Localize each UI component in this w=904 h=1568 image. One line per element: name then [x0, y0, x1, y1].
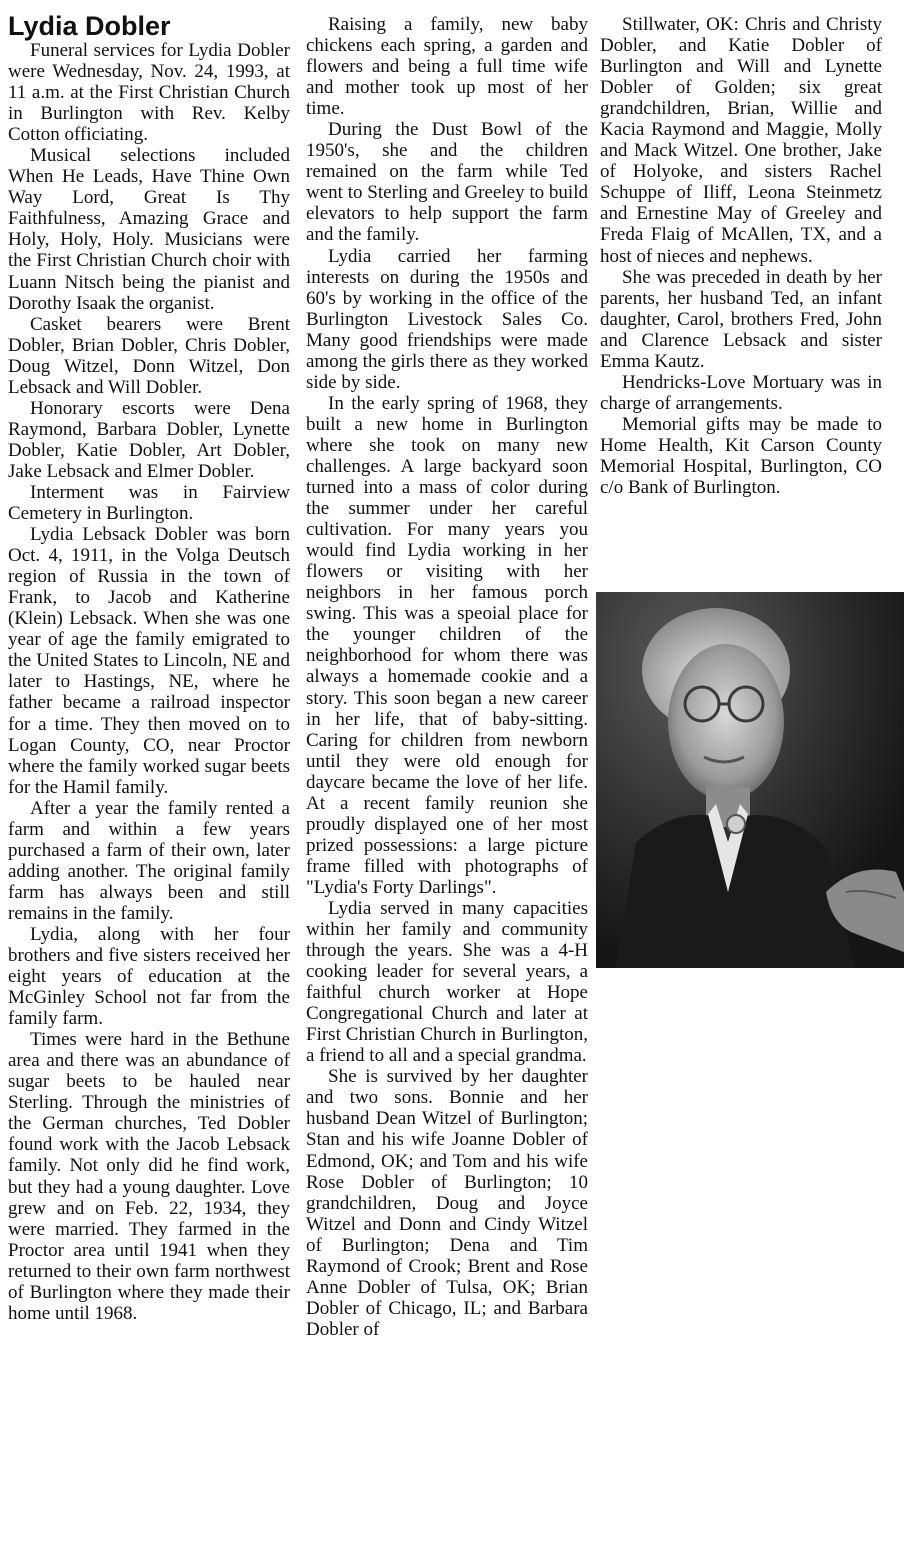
- article-paragraph: Interment was in Fairview Cemetery in Burlington.: [8, 481, 290, 525]
- article-column-1: [8, 40, 290, 1324]
- article-paragraph: Times were hard in the Bethune area and there was an abundance of sugar beets to be hauled near Sterling. Through the ministries of the German churches, Ted Dobler found work with the Jacob Lebsack family. Not only did he find work, but they had a young daughter. Love grew and on Feb. 22, 1934, they were married. They farmed in the Proctor area until 1941 when they returned to their own farm northwest of Burlington where they made their home until 1968.: [8, 1029, 290, 1324]
- article-paragraph: Musical selections included When He Leads, Have Thine Own Way Lord, Great Is Thy Faithfulness, Amazing Grace and Holy, Holy, Holy. Musicians were the First Christian Church choir with Luann Nitsch being the pianist and Dorothy Isaak the organist.: [8, 145, 290, 314]
- article-paragraph: She is survived by her daughter and two sons. Bonnie and her husband Dean Witzel of Burlington; Stan and his wife Joanne Dobler of Edmond, OK; and Tom and his wife Rose Dobler of Burlington; 10 grandchildren, Doug and Joyce Witzel and Donn and Cindy Witzel of Burlington; Dena and Tim Raymond of Crook; Brent and Rose Anne Dobler of Tulsa, OK; Brian Dobler of Chicago, IL; and Barbara Dobler of: [306, 1066, 588, 1340]
- article-paragraph: Casket bearers were Brent Dobler, Brian Dobler, Chris Dobler, Doug Witzel, Donn Witzel, Don Lebsack and Will Dobler.: [8, 313, 290, 398]
- article-paragraph: Hendricks-Love Mortuary was in charge of arrangements.: [600, 371, 882, 414]
- article-paragraph: Lydia carried her farming interests on during the 1950s and 60's by working in the office of the Burlington Livestock Sales Co. Many good friendships were made among the girls there as they worked side by side.: [306, 245, 588, 393]
- article-paragraph: She was preceded in death by her parents, her husband Ted, an infant daughter, Carol, brothers Fred, John and Clarence Lebsack and sister Emma Kautz.: [600, 266, 882, 372]
- article-column-3: [600, 14, 882, 498]
- article-paragraph: Raising a family, new baby chickens each spring, a garden and flowers and being a full time wife and mother took up most of her time.: [306, 14, 588, 120]
- article-paragraph: During the Dust Bowl of the 1950's, she and the children remained on the farm while Ted went to Sterling and Greeley to build elevators to help support the farm and the family.: [306, 119, 588, 246]
- article-paragraph: Stillwater, OK: Chris and Christy Dobler, and Katie Dobler of Burlington and Will and Lynette Dobler of Golden; six great grandchildren, Brian, Willie and Kacia Raymond and Maggie, Molly and Mack Witzel. One brother, Jake of Holyoke, and sisters Rachel Schuppe of Iliff, Leona Steinmetz and Ernestine May of Greeley and Freda Flaig of McAllen, TX, and a host of nieces and nephews.: [600, 14, 882, 267]
- article-paragraph: Funeral services for Lydia Dobler were Wednesday, Nov. 24, 1993, at 11 a.m. at the First Christian Church in Burlington with Rev. Kelby Cotton officiating.: [8, 40, 290, 146]
- article-paragraph: Honorary escorts were Dena Raymond, Barbara Dobler, Lynette Dobler, Katie Dobler, Art Dobler, Jake Lebsack and Elmer Dobler.: [8, 397, 290, 482]
- article-paragraph: In the early spring of 1968, they built a new home in Burlington where she took on many new challenges. A large backyard soon turned into a mass of color during the summer under her careful cultivation. For many years you would find Lydia working in her flowers or visiting with her neighbors in her famous porch swing. This was a speoial place for the younger children of the neighborhood for whom there was always a homemade cookie and a story. This soon began a new career in her life, that of baby-sitting. Caring for children from newborn until they were old enough for daycare became the love of her life. At a recent family reunion she proudly displayed one of her most prized possessions: a large picture frame filled with photographs of "Lydia's Forty Darlings".: [306, 392, 588, 898]
- portrait-image: [596, 592, 904, 968]
- portrait-photo: [596, 592, 904, 968]
- article-column-2: [306, 14, 588, 1340]
- article-paragraph: Lydia, along with her four brothers and five sisters received her eight years of education at the McGinley School not far from the family farm.: [8, 923, 290, 1030]
- article-paragraph: Lydia served in many capacities within her family and community through the years. She was a 4-H cooking leader for several years, a faithful church worker at Hope Congregational Church and later at First Christian Church in Burlington, a friend to all and a special grandma.: [306, 897, 588, 1067]
- article-paragraph: Lydia Lebsack Dobler was born Oct. 4, 1911, in the Volga Deutsch region of Russia in the town of Frank, to Jacob and Katherine (Klein) Lebsack. When she was one year of age the family emigrated to the United States to Lincoln, NE and later to Hastings, NE, where he father became a railroad inspector for a time. They then moved on to Logan County, CO, near Proctor where the family worked sugar beets for the Hamil family.: [8, 524, 290, 798]
- article-paragraph: After a year the family rented a farm and within a few years purchased a farm of their own, later adding another. The original family farm has always been and still remains in the family.: [8, 797, 290, 924]
- obituary-title: Lydia Dobler: [8, 11, 171, 41]
- article-paragraph: Memorial gifts may be made to Home Health, Kit Carson County Memorial Hospital, Burlington, CO c/o Bank of Burlington.: [600, 413, 882, 499]
